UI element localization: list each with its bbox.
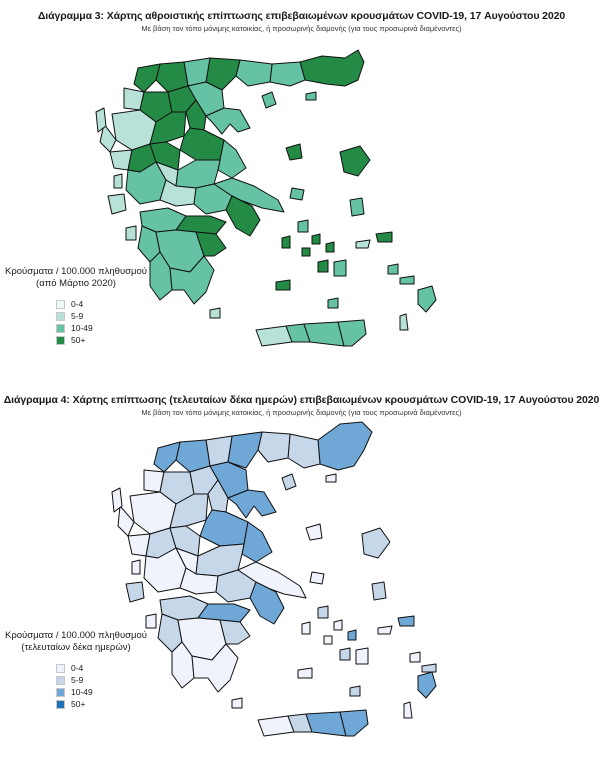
figure-4-legend-item <box>56 686 170 698</box>
region-thesprotia <box>118 506 134 536</box>
region-skyros <box>290 188 304 200</box>
legend-label: 10-49 <box>71 687 93 697</box>
region-larissa <box>180 128 224 160</box>
region-kefalonia <box>108 194 126 214</box>
legend-swatch <box>56 664 65 673</box>
figure-4-legend-heading-line1: Κρούσματα / 100.000 πληθυσμού <box>5 630 147 641</box>
figure-3-legend <box>0 266 170 346</box>
legend-label: 10-49 <box>71 323 93 333</box>
region-kythira <box>210 308 220 318</box>
legend-swatch <box>56 312 65 321</box>
region-milos <box>298 668 312 678</box>
region-ioannina <box>130 492 176 534</box>
legend-swatch <box>56 700 65 709</box>
region-kea <box>302 622 310 634</box>
region-paros <box>340 648 350 660</box>
figure-4 <box>0 388 603 774</box>
region-samothraki <box>306 92 316 100</box>
region-milos <box>276 280 290 290</box>
region-kos <box>422 664 436 672</box>
region-rhodes <box>418 286 436 312</box>
region-samothraki <box>326 474 336 482</box>
region-syros <box>324 636 332 644</box>
region-santorini <box>350 686 360 696</box>
region-mykonos <box>348 630 356 640</box>
region-ikaria <box>356 240 370 248</box>
region-lemnos <box>286 144 302 160</box>
region-zakynthos <box>146 614 156 628</box>
region-naxos <box>334 260 346 276</box>
region-rhodes <box>418 672 436 698</box>
legend-label: 5-9 <box>71 311 84 321</box>
region-karpathos <box>404 702 412 718</box>
legend-label: 5-9 <box>71 675 84 685</box>
figure-4-legend-item <box>56 662 170 674</box>
region-santorini <box>328 298 338 308</box>
region-kalymnos <box>388 264 398 274</box>
region-serres <box>228 432 262 468</box>
region-thrace-rhodope <box>288 434 320 468</box>
figure-3-subtitle: Με βάση τον τόπο μόνιμης κατοικίας, ή προσωρινής διαμονής (για τους προσωρινά διαμένοντες) <box>141 24 462 33</box>
region-magnesia <box>242 522 272 562</box>
figure-4-subtitle: Με βάση τον τόπο μόνιμης κατοικίας, ή προσωρινής διαμονής (για τους προσωρινά διαμένοντες) <box>141 408 462 417</box>
region-mykonos <box>326 242 334 252</box>
figure-3-legend-item <box>56 334 170 346</box>
figure-3-legend-item <box>56 298 170 310</box>
legend-label: 50+ <box>71 335 86 345</box>
figure-3-legend-heading-line1: Κρούσματα / 100.000 πληθυσμού <box>5 266 147 277</box>
region-lefkada <box>114 174 122 188</box>
region-florina <box>134 64 160 92</box>
region-kos <box>400 276 414 284</box>
figure-3 <box>0 0 603 380</box>
figure-4-legend-heading-line2: (τελευταίων δέκα ημερών) <box>21 642 131 653</box>
region-kea <box>282 236 290 248</box>
legend-swatch <box>56 336 65 345</box>
region-andros <box>318 606 328 618</box>
legend-label: 0-4 <box>71 299 84 309</box>
legend-label: 0-4 <box>71 663 84 673</box>
figure-3-legend-heading-line2: (από Μάρτιο 2020) <box>36 278 116 289</box>
region-skyros <box>310 572 324 584</box>
region-karpathos <box>400 314 408 330</box>
legend-swatch <box>56 676 65 685</box>
region-thasos <box>282 474 296 490</box>
region-lesvos <box>362 528 390 558</box>
region-paros <box>318 260 328 272</box>
region-samos <box>376 232 392 242</box>
region-kythira <box>232 698 242 708</box>
figure-4-legend-items <box>56 662 170 710</box>
region-tinos <box>312 234 320 244</box>
region-zakynthos <box>126 226 136 240</box>
region-thrace-evros <box>318 422 372 470</box>
figure-4-map <box>0 388 603 774</box>
region-thrace-rhodope <box>270 62 305 86</box>
region-florina <box>154 442 180 472</box>
region-kalymnos <box>410 652 420 662</box>
figure-4-legend <box>0 630 170 710</box>
region-heraklion <box>306 712 346 736</box>
region-kefalonia <box>126 582 144 602</box>
region-ikaria <box>378 626 392 634</box>
region-thasos <box>262 92 276 108</box>
figure-3-legend-items <box>56 298 170 346</box>
region-lemnos <box>306 524 322 540</box>
legend-swatch <box>56 300 65 309</box>
figure-4-legend-item <box>56 698 170 710</box>
legend-swatch <box>56 688 65 697</box>
region-heraklion <box>304 322 344 346</box>
region-chios <box>372 582 386 600</box>
legend-label: 50+ <box>71 699 86 709</box>
region-kilkis <box>206 436 232 466</box>
region-syros <box>302 248 310 256</box>
figure-3-legend-item <box>56 310 170 322</box>
region-tinos <box>334 620 342 630</box>
figure-4-legend-item <box>56 674 170 686</box>
region-chios <box>350 198 364 216</box>
region-larissa <box>200 510 248 546</box>
region-naxos <box>356 648 368 664</box>
region-thrace-evros <box>300 50 364 86</box>
region-drama <box>258 432 290 462</box>
region-andros <box>298 220 308 232</box>
region-lefkada <box>132 560 140 574</box>
figure-3-title: Διάγραμμα 3: Χάρτης αθροιστικής επίπτωσης επιβεβαιωμένων κρουσμάτων COVID-19, 17 Αυγούστου 2020 <box>37 10 566 22</box>
region-drama <box>236 60 272 86</box>
figure-4-title: Διάγραμμα 4: Χάρτης επίπτωσης (τελευταίων δέκα ημερών) επιβεβαιωμένων κρουσμάτων COVID-19, 17 Αυγούστου 2020 <box>3 394 600 406</box>
region-lesvos <box>340 146 370 176</box>
figure-3-legend-item <box>56 322 170 334</box>
legend-swatch <box>56 324 65 333</box>
region-samos <box>398 616 414 626</box>
